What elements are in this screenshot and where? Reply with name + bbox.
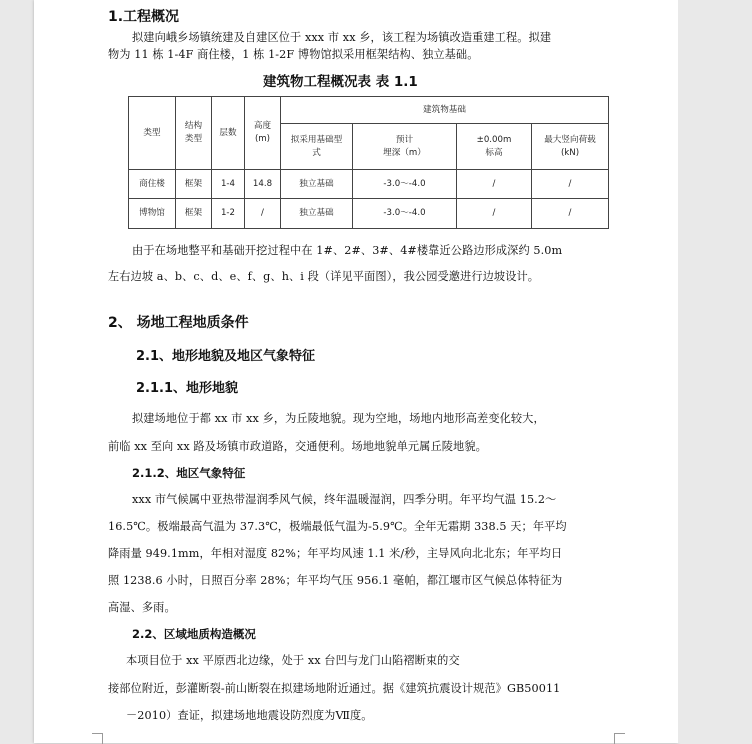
header-max-load: 最大竖向荷载 (kN) — [532, 124, 609, 170]
cell-type: 博物馆 — [129, 199, 176, 229]
section-1-para-line-1: 拟建向峨乡场镇统建及自建区位于 xxx 市 xx 乡，该工程为场镇改造重建工程。拟建 — [132, 31, 552, 44]
section-2-heading: 2、 场地工程地质条件 — [108, 315, 249, 331]
cell-max-load: / — [532, 199, 609, 229]
geology-para-line-2: 接部位附近，彭灌断裂-前山断裂在拟建场地附近通过。据《建筑抗震设计规范》GB50011 — [108, 682, 561, 695]
section-2-1-2-heading: 2.1.2、地区气象特征 — [132, 466, 246, 480]
geology-para-line-3: －2010）查证，拟建场地地震设防烈度为Ⅶ度。 — [126, 709, 373, 722]
geology-para-line-1: 本项目位于 xx 平原西北边缘，处于 xx 台凹与龙门山陷褶断束的交 — [126, 654, 460, 667]
cell-depth: -3.0～-4.0 — [353, 170, 457, 199]
section-2-1-1-heading: 2.1.1、地形地貌 — [136, 381, 239, 396]
cell-floors: 1-2 — [212, 199, 245, 229]
cell-elevation: / — [457, 199, 532, 229]
cell-type: 商住楼 — [129, 170, 176, 199]
crop-mark-bottom-right — [614, 733, 625, 744]
cell-structure: 框架 — [176, 199, 212, 229]
section-1-heading: 1.工程概况 — [108, 9, 180, 25]
header-foundation: 建筑物基础 — [281, 97, 609, 124]
cell-foundation-type: 独立基础 — [281, 199, 353, 229]
table-row — [129, 199, 609, 229]
cell-height: / — [245, 199, 281, 229]
cell-foundation-type: 独立基础 — [281, 170, 353, 199]
slope-para-line-1: 由于在场地整平和基础开挖过程中在 1#、2#、3#、4#楼靠近公路边形成深约 5.0m — [132, 244, 563, 257]
header-type: 类型 — [129, 97, 176, 170]
climate-para-line-4: 照 1238.6 小时，日照百分率 28%；年平均气压 956.1 毫帕，都江堰市区气候总体特征为 — [108, 574, 563, 587]
cell-elevation: / — [457, 170, 532, 199]
climate-para-line-2: 16.5℃。极端最高气温为 37.3℃，极端最低气温为-5.9℃。全年无霜期 338.5 天；年平均 — [108, 520, 567, 533]
cell-height: 14.8 — [245, 170, 281, 199]
climate-para-line-3: 降雨量 949.1mm，年相对湿度 82%；年平均风速 1.1 米/秒，主导风向北北东；年平均日 — [108, 547, 563, 560]
terrain-para-line-1: 拟建场地位于都 xx 市 xx 乡，为丘陵地貌。现为空地，场地内地形高差变化较大， — [132, 412, 545, 425]
table-row — [129, 170, 609, 199]
header-floors: 层数 — [212, 97, 245, 170]
cell-floors: 1-4 — [212, 170, 245, 199]
climate-para-line-5: 高湿、多雨。 — [108, 601, 176, 614]
header-foundation-type: 拟采用基础型 式 — [281, 124, 353, 170]
cell-max-load: / — [532, 170, 609, 199]
section-2-2-heading: 2.2、区域地质构造概况 — [132, 627, 256, 641]
section-1-para-line-2: 物为 11 栋 1-4F 商住楼，1 栋 1-2F 博物馆拟采用框架结构、独立基础。 — [108, 48, 479, 61]
cell-structure: 框架 — [176, 170, 212, 199]
header-structure: 结构 类型 — [176, 97, 212, 170]
building-overview-table — [128, 96, 609, 229]
cell-depth: -3.0～-4.0 — [353, 199, 457, 229]
header-depth: 预计 埋深（m） — [353, 124, 457, 170]
climate-para-line-1: xxx 市气候属中亚热带湿润季风气候，终年温暖湿润，四季分明。年平均气温 15.2～ — [132, 493, 557, 506]
table-caption: 建筑物工程概况表 表 1.1 — [263, 74, 418, 90]
terrain-para-line-2: 前临 xx 至向 xx 路及场镇市政道路，交通便利。场地地貌单元属丘陵地貌。 — [108, 440, 487, 453]
crop-mark-bottom-left — [92, 733, 103, 744]
header-height: 高度 (m) — [245, 97, 281, 170]
header-elevation: ±0.00m 标高 — [457, 124, 532, 170]
slope-para-line-2: 左右边坡 a、b、c、d、e、f、g、h、i 段（详见平面图），我公园受邀进行边坡设计。 — [108, 270, 540, 283]
section-2-1-heading: 2.1、地形地貌及地区气象特征 — [136, 349, 316, 364]
right-gutter — [678, 0, 752, 743]
